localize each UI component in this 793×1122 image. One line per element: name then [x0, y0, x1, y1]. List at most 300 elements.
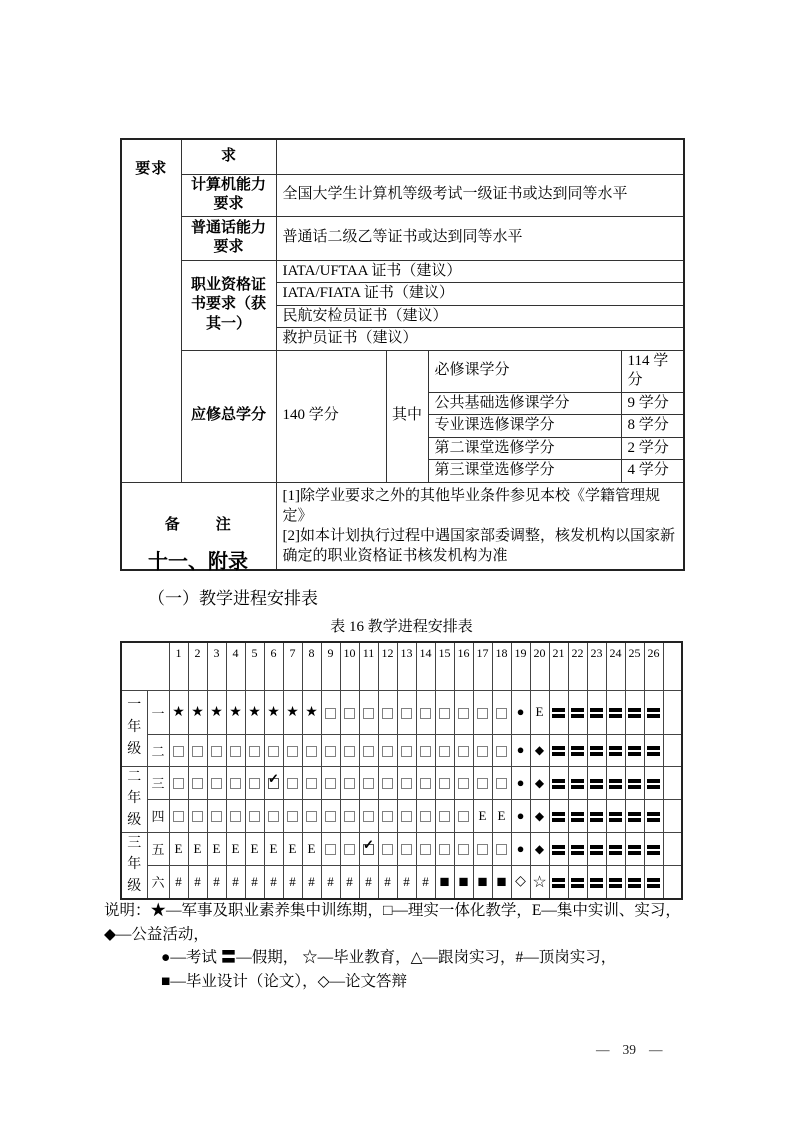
table-row [121, 799, 682, 832]
week-cell [169, 832, 188, 865]
week-cell [549, 799, 568, 832]
week-number: 5 [245, 642, 264, 690]
trailing-empty-cell [663, 799, 682, 832]
week-cell [188, 690, 207, 734]
week-cell [416, 865, 435, 898]
internship-hash-symbol: # [327, 873, 334, 889]
week-cell [359, 799, 378, 832]
credits-label: 应修总学分 [181, 350, 276, 482]
year-label-char: 年 [127, 720, 142, 736]
teaching-box-symbol [173, 778, 184, 789]
teaching-box-symbol [306, 778, 317, 789]
week-cell [473, 832, 492, 865]
training-star-symbol: ★ [286, 704, 299, 720]
week-cell [606, 832, 625, 865]
practice-e-symbol: E [174, 840, 183, 856]
teaching-box-symbol [230, 811, 241, 822]
week-cell [378, 766, 397, 799]
week-cell [644, 865, 663, 898]
week-number: 13 [397, 642, 416, 690]
internship-hash-symbol: # [308, 873, 315, 889]
week-cell [169, 690, 188, 734]
week-cell [435, 734, 454, 766]
practice-e-symbol: E [212, 840, 221, 856]
trailing-empty-cell [663, 865, 682, 898]
week-cell [435, 799, 454, 832]
page-number: 39 [622, 1042, 636, 1057]
week-cell [207, 799, 226, 832]
teaching-box-symbol [496, 708, 507, 719]
requirements-side-header: 要求 [121, 139, 181, 482]
vacation-bars-symbol [647, 845, 660, 855]
year-label-char: 级 [127, 878, 142, 894]
week-cell [226, 865, 245, 898]
internship-hash-symbol: # [251, 873, 258, 889]
week-cell [549, 832, 568, 865]
week-cell [416, 799, 435, 832]
week-cell [397, 734, 416, 766]
week-cell [568, 766, 587, 799]
week-cell [587, 734, 606, 766]
week-cell [245, 734, 264, 766]
vacation-bars-symbol [571, 812, 584, 822]
vacation-bars-symbol [552, 845, 565, 855]
teaching-box-symbol [382, 746, 393, 757]
semester-label: 四 [147, 799, 169, 832]
week-cell [340, 799, 359, 832]
corner-cell [121, 642, 169, 690]
trailing-empty-cell [663, 766, 682, 799]
week-number: 26 [644, 642, 663, 690]
week-cell [245, 799, 264, 832]
week-cell [644, 690, 663, 734]
week-cell [625, 690, 644, 734]
week-number: 15 [435, 642, 454, 690]
week-cell [169, 734, 188, 766]
week-number: 16 [454, 642, 473, 690]
week-cell [378, 832, 397, 865]
week-cell [454, 766, 473, 799]
year-label-char: 二 [127, 769, 142, 785]
week-cell [511, 832, 530, 865]
week-cell [511, 799, 530, 832]
practice-e-symbol: E [288, 840, 297, 856]
week-cell [378, 799, 397, 832]
week-cell [454, 832, 473, 865]
week-number: 1 [169, 642, 188, 690]
week-cell [302, 766, 321, 799]
practice-e-symbol: E [193, 840, 202, 856]
legend-line: 说明：★—军事及职业素养集中训练期，□—理实一体化教学，E—集中实训、实习， [104, 902, 681, 919]
week-cell [188, 799, 207, 832]
week-cell [530, 865, 549, 898]
teaching-box-symbol [363, 778, 374, 789]
footer-dash-right: — [649, 1042, 663, 1057]
vacation-bars-symbol [628, 779, 641, 789]
practice-e-symbol: E [307, 840, 316, 856]
table-row [121, 766, 682, 799]
year-label-char: 三 [127, 835, 142, 851]
week-cell [587, 766, 606, 799]
week-cell [378, 734, 397, 766]
teaching-box-symbol [401, 811, 412, 822]
week-cell [416, 690, 435, 734]
week-cell [549, 734, 568, 766]
week-cell [321, 865, 340, 898]
teaching-box-symbol [477, 844, 488, 855]
week-cell [473, 766, 492, 799]
requirements-table-body [121, 139, 684, 570]
note-label: 备 注 [121, 482, 276, 570]
practice-e-symbol: E [478, 807, 487, 823]
vacation-bars-symbol [552, 746, 565, 756]
week-cell [188, 832, 207, 865]
week-cell [207, 766, 226, 799]
week-cell [644, 734, 663, 766]
vacation-bars-symbol [628, 845, 641, 855]
table-row [121, 865, 682, 898]
teaching-box-symbol [401, 778, 412, 789]
week-cell [245, 766, 264, 799]
week-cell [283, 766, 302, 799]
week-cell [283, 865, 302, 898]
vacation-bars-symbol [647, 708, 660, 718]
week-cell [283, 690, 302, 734]
week-cell [264, 734, 283, 766]
week-cell [378, 865, 397, 898]
vacation-bars-symbol [628, 746, 641, 756]
week-cell [245, 690, 264, 734]
week-cell [606, 690, 625, 734]
year-label [121, 766, 147, 832]
teaching-box-symbol [439, 778, 450, 789]
week-cell [188, 766, 207, 799]
week-number: 14 [416, 642, 435, 690]
week-cell [435, 865, 454, 898]
internship-hash-symbol: # [365, 873, 372, 889]
training-star-symbol: ★ [267, 704, 280, 720]
appendix-heading: 十一、附录 [148, 551, 248, 573]
training-star-symbol: ★ [248, 704, 261, 720]
week-cell [359, 832, 378, 865]
teaching-box-symbol [230, 746, 241, 757]
week-cell [454, 734, 473, 766]
table-row [121, 139, 684, 174]
week-cell [530, 832, 549, 865]
practice-e-symbol: E [231, 840, 240, 856]
practice-e-symbol: E [535, 704, 544, 719]
exam-dot-symbol: ● [516, 774, 525, 790]
week-cell [283, 799, 302, 832]
week-cell [435, 832, 454, 865]
week-cell [245, 832, 264, 865]
teaching-box-symbol [192, 778, 203, 789]
internship-hash-symbol: # [384, 873, 391, 889]
week-cell [340, 766, 359, 799]
vacation-bars-symbol [571, 779, 584, 789]
week-cell [549, 865, 568, 898]
internship-hash-symbol: # [213, 873, 220, 889]
exam-dot-symbol: ● [516, 704, 525, 719]
week-cell [530, 766, 549, 799]
thesis-square-symbol: ■ [439, 871, 450, 891]
week-cell [207, 832, 226, 865]
week-cell [321, 832, 340, 865]
table-row [121, 216, 684, 260]
vacation-bars-symbol [609, 746, 622, 756]
week-cell [625, 734, 644, 766]
teaching-box-symbol [382, 778, 393, 789]
vacation-bars-symbol [609, 812, 622, 822]
week-cell [188, 734, 207, 766]
vacation-bars-symbol [628, 708, 641, 718]
schedule-table-caption: 表 16 教学进程安排表 [330, 619, 473, 635]
week-cell [264, 799, 283, 832]
training-star-symbol: ★ [191, 704, 204, 720]
credit-item-name: 专业课选修课学分 [428, 415, 621, 438]
practice-e-symbol: E [497, 807, 506, 823]
teaching-box-symbol [344, 746, 355, 757]
teaching-box-symbol [344, 811, 355, 822]
week-cell [435, 690, 454, 734]
table-row [121, 832, 682, 865]
defense-diamond-symbol: ◇ [515, 874, 526, 890]
activity-diamond-symbol: ◆ [534, 841, 545, 856]
week-cell [245, 865, 264, 898]
week-number: 4 [226, 642, 245, 690]
cert-item: 民航安检员证书（建议） [276, 305, 684, 328]
teaching-box-symbol [496, 746, 507, 757]
week-cell [568, 865, 587, 898]
teaching-box-symbol [344, 778, 355, 789]
teaching-box-symbol [382, 844, 393, 855]
week-cell [606, 799, 625, 832]
teaching-box-symbol [420, 746, 431, 757]
week-cell [530, 690, 549, 734]
exam-dot-symbol: ● [516, 807, 525, 823]
teaching-box-symbol [477, 746, 488, 757]
internship-hash-symbol: # [403, 873, 410, 889]
week-cell [207, 865, 226, 898]
appendix-subheading: （一）教学进程安排表 [148, 589, 318, 608]
week-cell [188, 865, 207, 898]
week-cell [169, 865, 188, 898]
teaching-box-symbol [496, 778, 507, 789]
teaching-box-symbol [344, 844, 355, 855]
teaching-box-symbol [249, 778, 260, 789]
trailing-empty-cell [663, 642, 682, 690]
teaching-box-symbol [458, 778, 469, 789]
requirements-table [120, 138, 685, 571]
teaching-box-symbol [363, 708, 374, 719]
teaching-box-symbol [496, 844, 507, 855]
week-cell [359, 690, 378, 734]
week-cell [606, 766, 625, 799]
teaching-box-symbol [211, 778, 222, 789]
checked-box-symbol [363, 844, 374, 855]
credit-item-name: 公共基础选修课学分 [428, 392, 621, 415]
week-cell [568, 799, 587, 832]
week-cell [359, 766, 378, 799]
trailing-empty-cell [663, 734, 682, 766]
teaching-box-symbol [382, 811, 393, 822]
vacation-bars-symbol [590, 779, 603, 789]
week-cell [226, 799, 245, 832]
week-cell [492, 799, 511, 832]
legend-line: ◆—公益活动， [104, 925, 209, 943]
credit-item-value: 8 学分 [621, 415, 684, 438]
week-cell [492, 734, 511, 766]
week-cell [587, 690, 606, 734]
teaching-box-symbol [382, 708, 393, 719]
training-star-symbol: ★ [210, 704, 223, 720]
exam-dot-symbol: ● [516, 840, 525, 856]
training-star-symbol: ★ [172, 704, 185, 720]
week-number: 17 [473, 642, 492, 690]
teaching-box-symbol [363, 811, 374, 822]
week-number: 22 [568, 642, 587, 690]
teaching-box-symbol [287, 778, 298, 789]
week-cell [321, 734, 340, 766]
vacation-bars-symbol [609, 779, 622, 789]
week-number: 6 [264, 642, 283, 690]
week-cell [511, 766, 530, 799]
credits-among-label: 其中 [386, 350, 428, 482]
week-cell [397, 690, 416, 734]
teaching-box-symbol [173, 746, 184, 757]
teaching-box-symbol [420, 708, 431, 719]
week-cell [606, 865, 625, 898]
training-star-symbol: ★ [229, 704, 242, 720]
teaching-box-symbol [268, 811, 279, 822]
legend-block [104, 899, 710, 993]
week-cell [625, 865, 644, 898]
vacation-bars-symbol [609, 845, 622, 855]
week-number: 10 [340, 642, 359, 690]
week-cell [625, 799, 644, 832]
internship-hash-symbol: # [175, 873, 182, 889]
week-cell [454, 865, 473, 898]
activity-diamond-symbol: ◆ [534, 808, 545, 823]
teaching-box-symbol [268, 746, 279, 757]
week-cell [492, 865, 511, 898]
row-label: 普通话能力要求 [181, 216, 276, 260]
vacation-bars-symbol [552, 708, 565, 718]
teaching-box-symbol [477, 708, 488, 719]
week-cell [644, 832, 663, 865]
week-cell [511, 690, 530, 734]
week-cell [644, 766, 663, 799]
teaching-box-symbol [325, 778, 336, 789]
year-label-char: 级 [127, 741, 142, 757]
week-cell [511, 865, 530, 898]
teaching-box-symbol [211, 746, 222, 757]
week-number: 7 [283, 642, 302, 690]
teaching-box-symbol [173, 811, 184, 822]
week-cell [169, 766, 188, 799]
vacation-bars-symbol [647, 812, 660, 822]
teaching-box-symbol [439, 811, 450, 822]
week-cell [359, 865, 378, 898]
week-cell [473, 799, 492, 832]
cert-item: IATA/FIATA 证书（建议） [276, 283, 684, 306]
week-number: 24 [606, 642, 625, 690]
internship-hash-symbol: # [194, 873, 201, 889]
week-cell [416, 734, 435, 766]
year-label [121, 690, 147, 766]
cert-item: 救护员证书（建议） [276, 328, 684, 351]
schedule-table [120, 641, 683, 900]
graduation-star-symbol: ☆ [532, 873, 547, 891]
table-row [121, 174, 684, 216]
exam-dot-symbol: ● [516, 742, 525, 757]
week-cell [340, 832, 359, 865]
teaching-box-symbol [420, 844, 431, 855]
week-cell [302, 832, 321, 865]
week-cell [397, 832, 416, 865]
week-cell [511, 734, 530, 766]
table-row [121, 734, 682, 766]
teaching-box-symbol [211, 811, 222, 822]
week-cell [226, 734, 245, 766]
vacation-bars-symbol [590, 845, 603, 855]
teaching-box-symbol [439, 708, 450, 719]
semester-label: 一 [147, 690, 169, 734]
week-cell [264, 832, 283, 865]
week-cell [302, 799, 321, 832]
page-footer [596, 1042, 663, 1058]
activity-diamond-symbol: ◆ [534, 743, 545, 757]
week-cell [587, 865, 606, 898]
vacation-bars-symbol [609, 708, 622, 718]
vacation-bars-symbol [552, 779, 565, 789]
semester-label: 五 [147, 832, 169, 865]
schedule-table-head [121, 642, 682, 690]
week-cell [492, 766, 511, 799]
week-cell [283, 734, 302, 766]
week-cell [169, 799, 188, 832]
teaching-box-symbol [363, 746, 374, 757]
vacation-bars-symbol [647, 746, 660, 756]
week-number: 23 [587, 642, 606, 690]
training-star-symbol: ★ [305, 704, 318, 720]
teaching-box-symbol [401, 708, 412, 719]
table-row [121, 260, 684, 283]
legend-line: ■—毕业设计（论文），◇—论文答辩 [161, 972, 408, 990]
table-header-row [121, 642, 682, 690]
teaching-box-symbol [287, 811, 298, 822]
week-cell [340, 865, 359, 898]
week-cell [226, 690, 245, 734]
week-cell [207, 690, 226, 734]
teaching-box-symbol [401, 746, 412, 757]
row-content: 普通话二级乙等证书或达到同等水平 [276, 216, 684, 260]
year-label-char: 级 [127, 812, 142, 828]
week-cell [473, 690, 492, 734]
week-cell [302, 690, 321, 734]
week-cell [302, 865, 321, 898]
vacation-bars-symbol [571, 746, 584, 756]
teaching-box-symbol [192, 746, 203, 757]
week-cell [226, 832, 245, 865]
credit-item-name: 必修课学分 [428, 350, 621, 392]
vacation-bars-symbol [590, 746, 603, 756]
internship-hash-symbol: # [346, 873, 353, 889]
vacation-bars-symbol [647, 878, 660, 888]
row-content: 全国大学生计算机等级考试一级证书或达到同等水平 [276, 174, 684, 216]
week-cell [340, 690, 359, 734]
week-cell [397, 766, 416, 799]
